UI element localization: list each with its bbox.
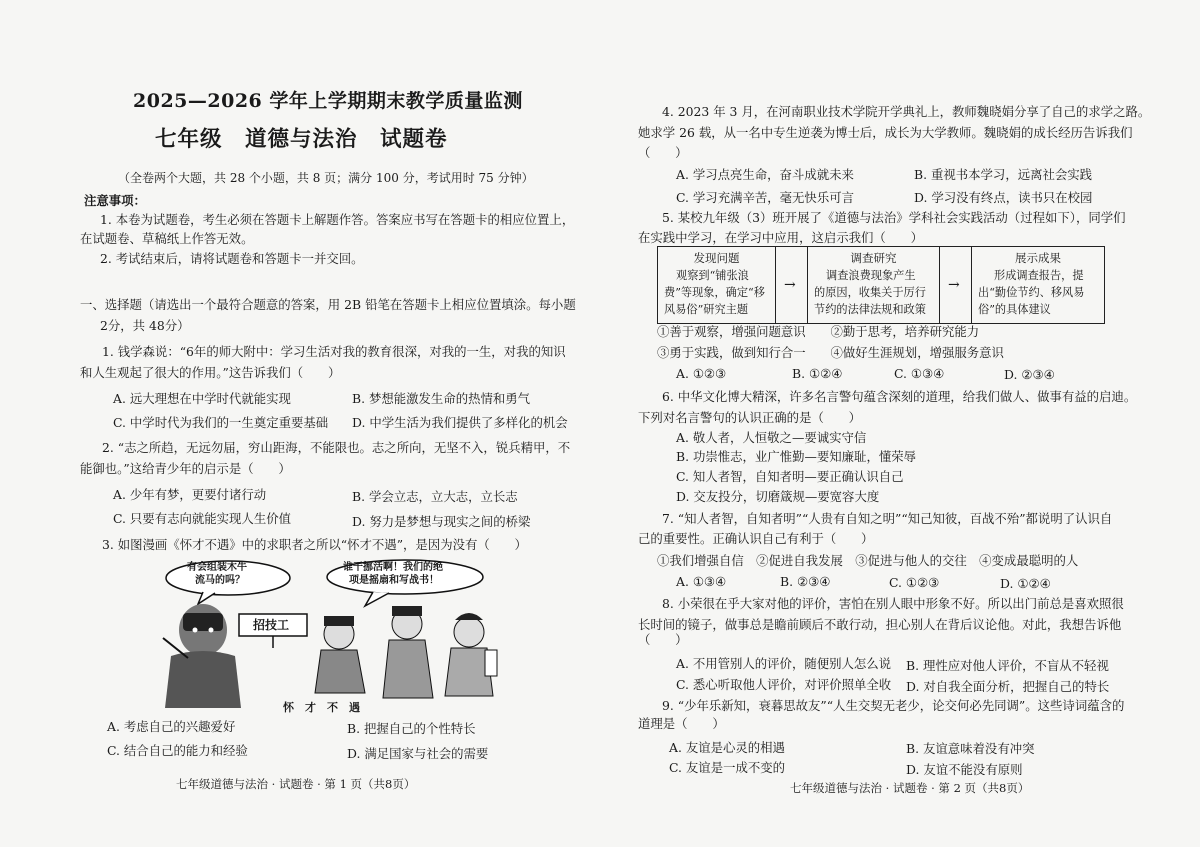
option: B. ①②④: [792, 366, 843, 381]
comic-bubble-text: 流马的吗？: [195, 575, 245, 586]
question-7: 7. “知人者智，自知者明”“人贵有自知之明”“知己知彼，百战不殆”都说明了认识自: [662, 511, 1113, 526]
question-6: 6. 中华文化博大精深，许多名言警句蕴含深刻的道理，给我们做人、做事有益的启迪。: [662, 389, 1137, 404]
arrow-right-icon: →: [784, 277, 796, 293]
option: C. ①②③: [889, 575, 940, 590]
option: C. 只要有志向就能实现人生价值: [113, 511, 291, 526]
option: B. 友谊意味着没有冲突: [906, 741, 1035, 756]
comic-bubble-text: 项是摇扇和写战书！: [349, 575, 439, 586]
option: C. 知人者智，自知者明—要正确认识自己: [676, 469, 904, 484]
question-9: 9. “少年乐新知，衰暮思故友”“人生交契无老少，论交何必先同调”。这些诗词蕴含的: [662, 698, 1125, 713]
flow-step-research: [808, 247, 940, 323]
question-2-cont: 能御也。”这给青少年的启示是（ ）: [80, 461, 291, 476]
flow-step-text: 观察到“铺张浪: [676, 269, 749, 282]
option: D. 中学生活为我们提供了多样化的机会: [352, 415, 568, 430]
option: C. ①③④: [894, 366, 945, 381]
option: B. 功崇惟志，业广惟勤—要知廉耻，懂荣辱: [676, 449, 917, 464]
flow-step-title: 发现问题: [693, 251, 740, 265]
option: B. 学会立志，立大志，立长志: [352, 489, 518, 504]
option: A. 学习点亮生命，奋斗成就未来: [676, 167, 854, 182]
statement-options: ①我们增强自信 ②促进自我发展 ③促进与他人的交往 ④变成最聪明的人: [657, 553, 1079, 568]
question-4: 4. 2023 年 3 月，在河南职业技术学院开学典礼上，教师魏晓娟分享了自己的求学之路。: [662, 104, 1151, 119]
flow-step-text: 风易俗”研究主题: [664, 303, 749, 316]
question-8-blank: （ ）: [638, 632, 688, 647]
option: C. 友谊是一成不变的: [669, 760, 786, 775]
option: D. 学习没有终点，读书只在校园: [914, 190, 1093, 205]
option: A. ①③④: [676, 574, 727, 589]
arrow-right-icon: →: [948, 277, 960, 293]
page-footer: 七年级道德与法治 · 试题卷 · 第 1 页（共8页）: [176, 777, 416, 791]
question-3: 3. 如图漫画《怀才不遇》中的求职者之所以“怀才不遇”，是因为没有（ ）: [102, 537, 527, 552]
question-8-cont: 长时间的镜子，做事总是瞻前顾后不敢行动，担心别人在背后议论他。对此，我想告诉他: [638, 617, 1122, 632]
flow-step-text: 节约的法律法规和政策: [814, 303, 926, 316]
flow-step-text: 出“勤俭节约、移风易: [978, 286, 1085, 299]
option: D. ①②④: [1000, 576, 1051, 591]
option: B. 理性应对他人评价，不盲从不轻视: [906, 658, 1109, 673]
comic-bubble-text: 有会组装木牛: [187, 562, 247, 573]
question-6-cont: 下列对名言警句的认识正确的是（ ）: [638, 410, 862, 425]
section-heading: 一、选择题（请选出一个最符合题意的答案，用 2B 铅笔在答题卡上相应位置填涂。每小题: [80, 297, 576, 312]
flow-step-text: 形成调查报告，提: [994, 269, 1084, 282]
option: D. 交友投分，切磨箴规—要宽容大度: [676, 489, 880, 504]
flow-arrow-cell: [776, 247, 808, 323]
option: B. 把握自己的个性特长: [347, 721, 476, 736]
flow-arrow-cell: [940, 247, 972, 323]
question-5-cont: 在实践中学习，在学习中应用，这启示我们（ ）: [638, 230, 923, 245]
flow-step-title: 展示成果: [1015, 251, 1061, 265]
flow-step-present: [972, 247, 1104, 323]
comic-sign-text: 招技工: [253, 618, 290, 632]
question-9-cont: 道理是（ ）: [638, 716, 725, 731]
option: D. ②③④: [1004, 367, 1055, 382]
notice-line: 2. 考试结束后，请将试题卷和答题卡一并交回。: [100, 251, 364, 266]
option: D. 满足国家与社会的需要: [347, 746, 489, 761]
option: A. 敬人者，人恒敬之—要诚实守信: [676, 430, 867, 445]
comic-bubble-text: 谁干挪活啊！我们的绝: [343, 562, 443, 573]
comic-illustration: [143, 558, 523, 708]
flow-step-title: 调查研究: [850, 251, 897, 265]
option: A. 不用管别人的评价，随便别人怎么说: [676, 656, 892, 671]
question-4-blank: （ ）: [638, 145, 688, 160]
flow-step-text: 调查浪费现象产生: [826, 269, 916, 282]
question-7-cont: 己的重要性。正确认识自己有利于（ ）: [638, 531, 874, 546]
option: B. ②③④: [780, 574, 831, 589]
option: B. 梦想能激发生命的热情和勇气: [352, 391, 531, 406]
notice-line: 1. 本卷为试题卷，考生必须在答题卡上解题作答。答案应书写在答题卡的相应位置上，: [100, 212, 575, 227]
statement-options: ①善于观察，增强问题意识 ②勤于思考，培养研究能力: [657, 324, 980, 339]
question-1: 1. 钱学森说：“6年的师大附中：学习生活对我的教育很深，对我的一生，对我的知识: [102, 344, 566, 359]
exam-title: 2025—2026 学年上学期期末教学质量监测: [133, 90, 523, 112]
practice-flow-table: [657, 246, 1105, 324]
option: A. 少年有梦，更要付诸行动: [113, 487, 267, 502]
flow-step-text: 的原因，收集关于厉行: [814, 286, 926, 299]
question-4-cont: 她求学 26 载，从一名中专生逆袭为博士后，成长为大学教师。魏晓娟的成长经历告诉我们: [638, 125, 1133, 140]
option: D. 对自我全面分析，把握自己的特长: [906, 679, 1110, 694]
section-heading-cont: 2分，共 48分）: [100, 318, 190, 333]
option: C. 结合自己的能力和经验: [107, 743, 248, 758]
flow-step-text: 俗”的具体建议: [978, 303, 1051, 316]
question-1-cont: 和人生观起了很大的作用。”这告诉我们（ ）: [80, 365, 341, 380]
option: A. 友谊是心灵的相遇: [669, 740, 785, 755]
exam-page-2: [600, 0, 1200, 847]
question-5: 5. 某校九年级（3）班开展了《道德与法治》学科社会实践活动（过程如下），同学们: [662, 210, 1126, 225]
statement-options: ③勇于实践，做到知行合一 ④做好生涯规划，增强服务意识: [657, 345, 1004, 360]
page-footer: 七年级道德与法治 · 试题卷 · 第 2 页（共8页）: [790, 781, 1030, 795]
exam-info: （全卷两个大题，共 28 个小题，共 8 页；满分 100 分，考试用时 75 分钟）: [118, 171, 534, 185]
option: D. 努力是梦想与现实之间的桥梁: [352, 514, 531, 529]
option: C. 中学时代为我们的一生奠定重要基础: [113, 415, 329, 430]
option: D. 友谊不能没有原则: [906, 762, 1023, 777]
notice-header: 注意事项：: [84, 193, 146, 208]
exam-subject-title: 七年级 道德与法治 试题卷: [155, 127, 448, 152]
flow-step-discover: [658, 247, 776, 323]
question-2: 2. “志之所趋，无远勿届，穷山距海，不能限也。志之所向，无坚不入，锐兵精甲，不: [102, 440, 571, 455]
option: A. ①②③: [676, 366, 727, 381]
option: C. 悉心听取他人评价，对评价照单全收: [676, 677, 892, 692]
option: C. 学习充满辛苦，毫无快乐可言: [676, 190, 854, 205]
option: B. 重视书本学习，远离社会实践: [914, 167, 1093, 182]
comic-caption: 怀 才 不 遇: [283, 701, 360, 714]
question-8: 8. 小荣很在乎大家对他的评价，害怕在别人眼中形象不好。所以出门前总是喜欢照很: [662, 596, 1124, 611]
option: A. 考虑自己的兴趣爱好: [107, 719, 236, 734]
flow-step-text: 费”等现象，确定“移: [664, 286, 765, 299]
option: A. 远大理想在中学时代就能实现: [113, 391, 291, 406]
notice-line: 在试题卷、草稿纸上作答无效。: [80, 231, 254, 246]
